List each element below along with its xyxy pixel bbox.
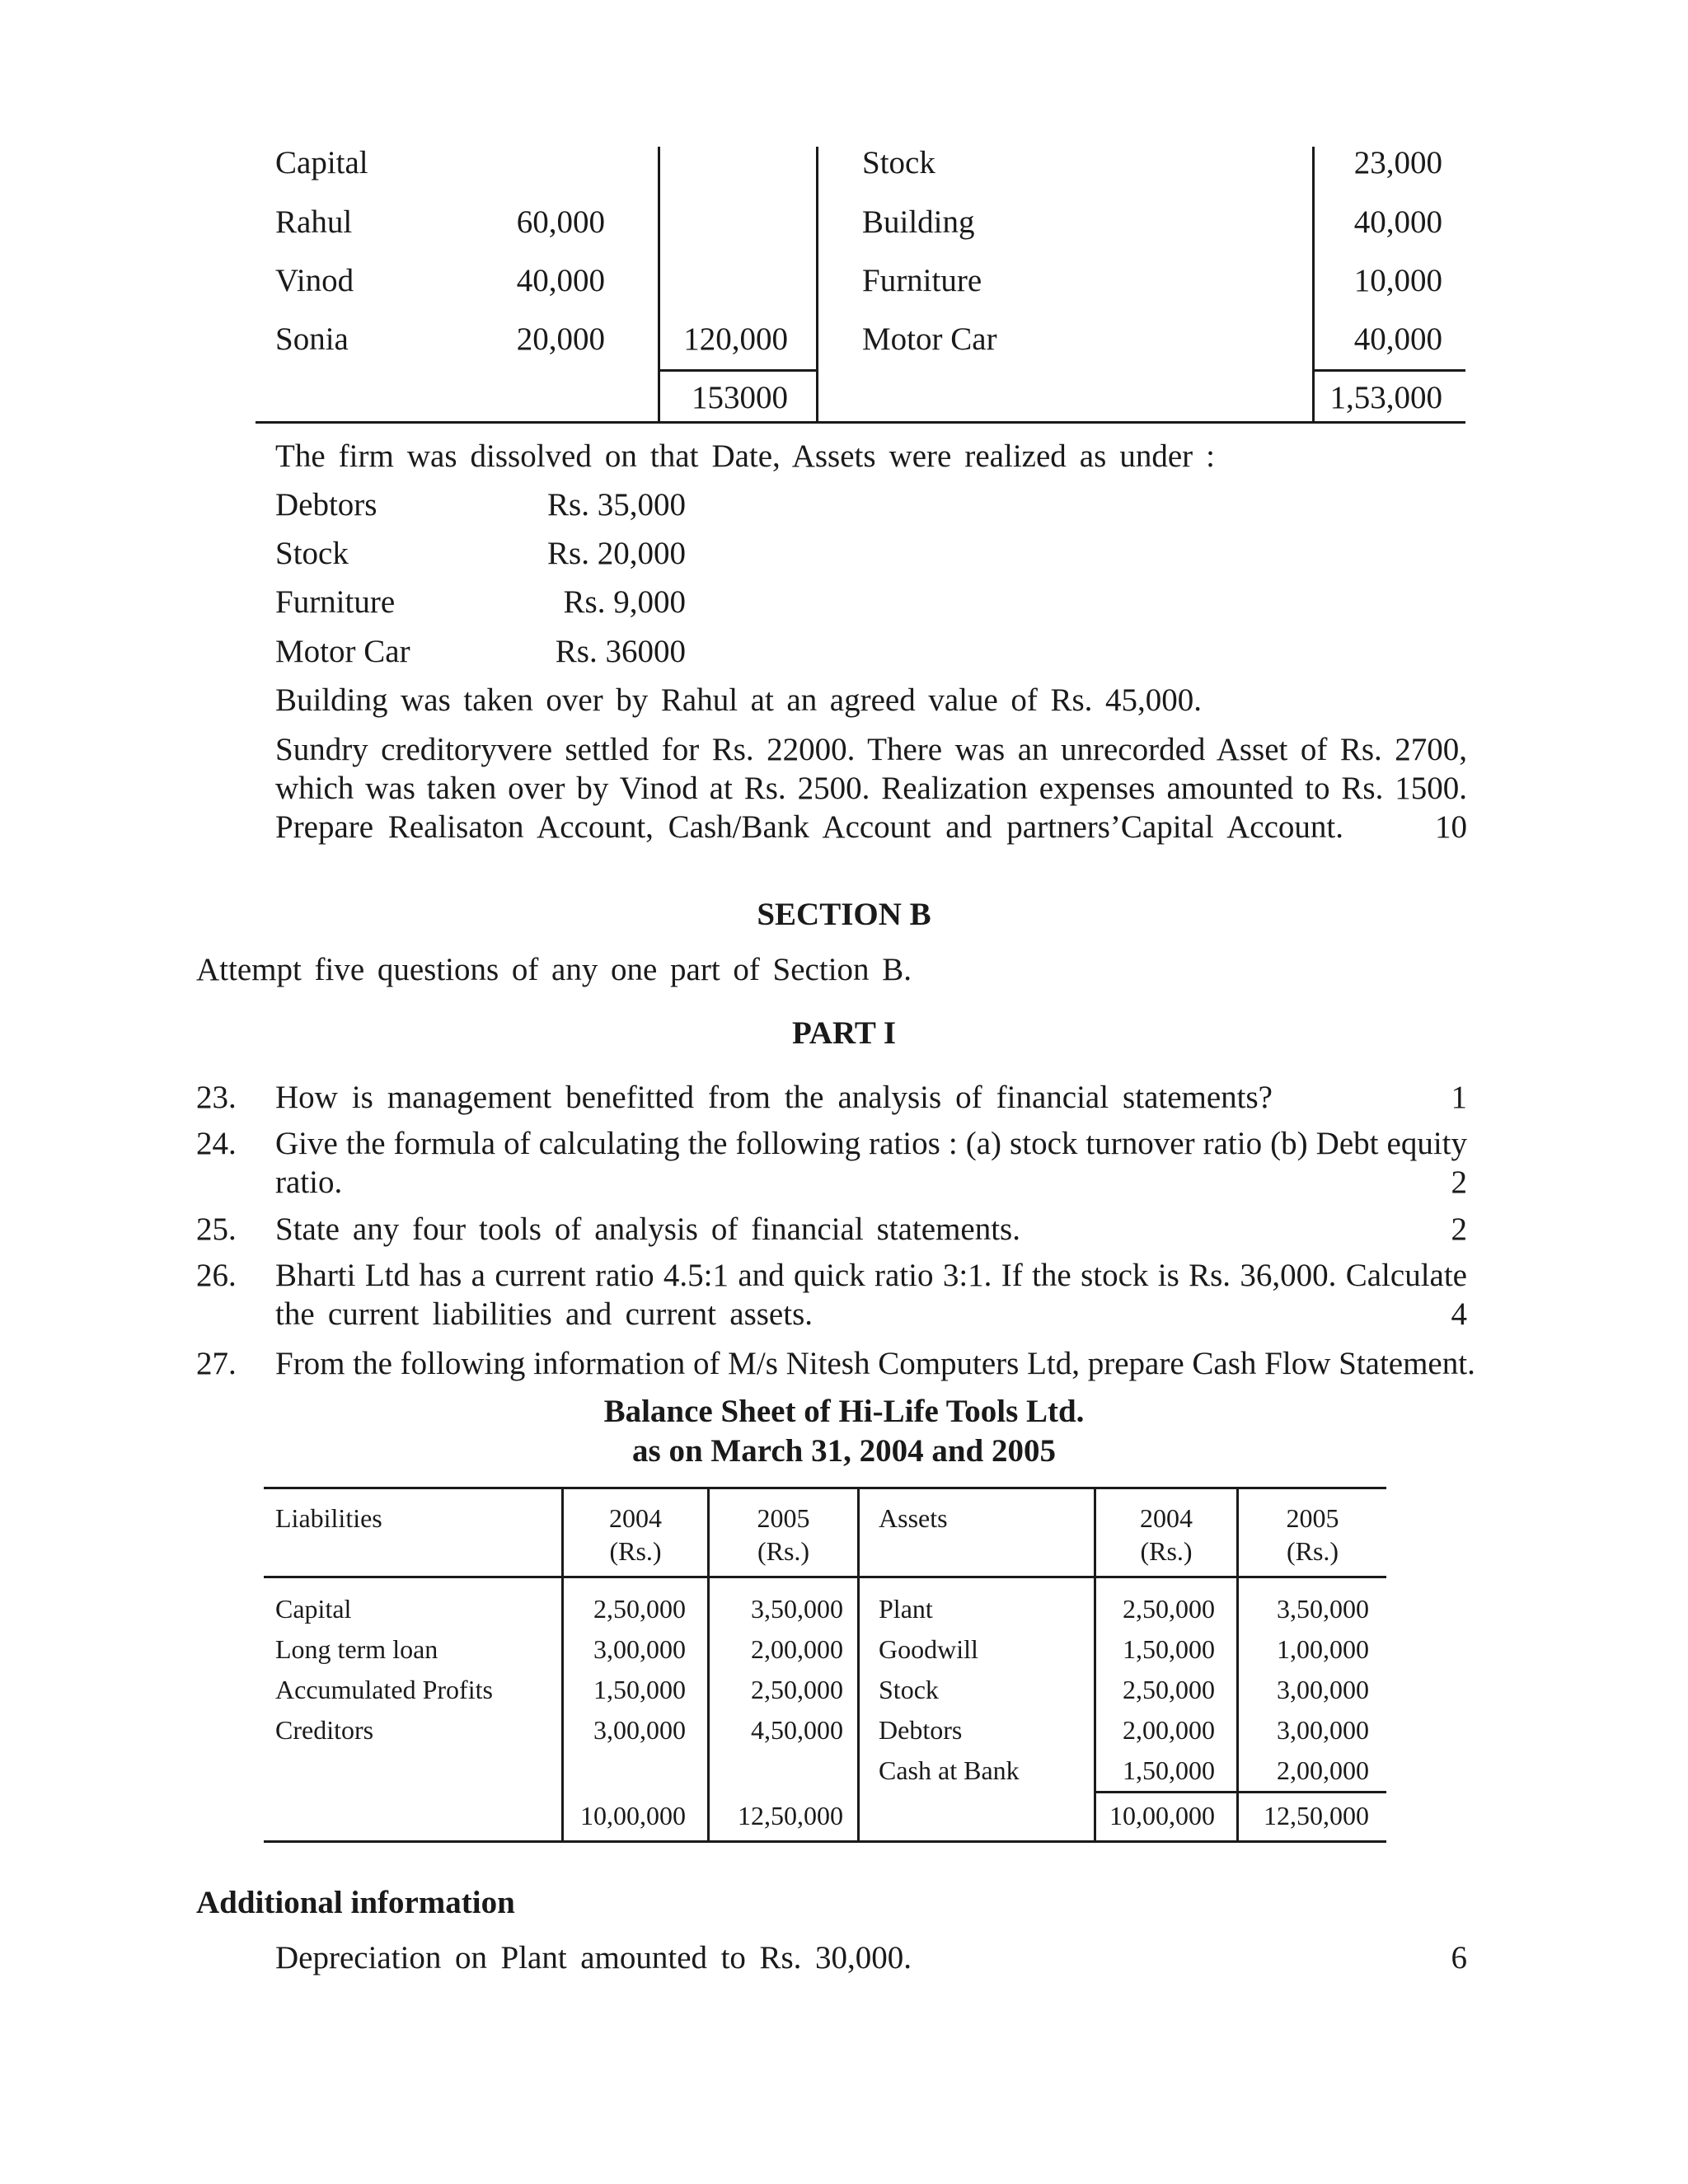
realized-value: Rs. 36000 <box>555 634 686 669</box>
marks: 4 <box>1451 1296 1467 1332</box>
right-grand-total: 1,53,000 <box>1329 380 1442 415</box>
liability-2005: 4,50,000 <box>751 1715 843 1745</box>
question-text: From the following information of M/s Nitesh Computers Ltd, prepare Cash Flow Statement. <box>275 1346 1475 1381</box>
additional-text: Depreciation on Plant amounted to Rs. 30,000. <box>275 1940 912 1975</box>
total-assets-2005: 12,50,000 <box>1264 1801 1369 1830</box>
table-cell-amount: 40,000 <box>516 263 605 298</box>
asset-name: Debtors <box>879 1715 963 1745</box>
table-cell-amount: 40,000 <box>1353 321 1442 357</box>
table-row-label: Capital <box>275 145 368 180</box>
table-cell-amount: 23,000 <box>1353 145 1442 180</box>
liability-2004: 3,00,000 <box>593 1634 686 1664</box>
subtotal-rule <box>1312 369 1465 372</box>
realized-asset: Motor Car <box>275 634 410 669</box>
table-row-label: Vinod <box>275 263 354 298</box>
table-divider <box>816 147 818 424</box>
table-cell-amount: 10,000 <box>1353 263 1442 298</box>
realized-asset: Stock <box>275 536 349 571</box>
header-year: 2004 <box>609 1503 662 1533</box>
marks: 2 <box>1451 1212 1467 1247</box>
table-cell-amount: 20,000 <box>516 321 605 357</box>
table-row-label: Furniture <box>862 263 982 298</box>
table-row-label: Sonia <box>275 321 349 357</box>
asset-2004: 1,50,000 <box>1123 1755 1215 1785</box>
question-text: ratio. <box>275 1165 343 1200</box>
table-row-label: Rahul <box>275 204 353 240</box>
liability-name: Creditors <box>275 1715 374 1745</box>
section-instruction: Attempt five questions of any one part of Section B. <box>196 952 912 987</box>
header-unit: (Rs.) <box>1140 1536 1193 1566</box>
table-row-label: Building <box>862 204 975 240</box>
marks: 2 <box>1451 1165 1467 1200</box>
section-heading: SECTION B <box>757 897 931 932</box>
question-number: 23. <box>196 1080 237 1115</box>
header-liabilities: Liabilities <box>275 1503 382 1533</box>
table-row-label: Stock <box>862 145 935 180</box>
total-liabilities-2005: 12,50,000 <box>738 1801 843 1830</box>
asset-2004: 2,50,000 <box>1123 1675 1215 1704</box>
header-year: 2005 <box>757 1503 810 1533</box>
marks: 6 <box>1451 1940 1467 1975</box>
table-divider <box>1312 147 1315 424</box>
liability-2005: 3,50,000 <box>751 1594 843 1624</box>
table-cell-amount: 60,000 <box>516 204 605 240</box>
header-unit: (Rs.) <box>757 1536 810 1566</box>
header-rule <box>264 1576 1386 1578</box>
header-assets: Assets <box>879 1503 948 1533</box>
left-grand-total: 153000 <box>692 380 788 415</box>
paragraph-line: which was taken over by Vinod at Rs. 2500. Realization expenses amounted to Rs. 1500. <box>275 771 1467 806</box>
asset-2004: 1,50,000 <box>1123 1634 1215 1664</box>
total-liabilities-2004: 10,00,000 <box>580 1801 686 1830</box>
asset-name: Goodwill <box>879 1634 978 1664</box>
paragraph-line: Sundry creditoryvere settled for Rs. 22000. There was an unrecorded Asset of Rs. 2700, <box>275 732 1467 767</box>
asset-2005: 3,00,000 <box>1277 1675 1369 1704</box>
marks: 1 <box>1451 1080 1467 1115</box>
liability-2004: 2,50,000 <box>593 1594 686 1624</box>
asset-2005: 3,00,000 <box>1277 1715 1369 1745</box>
header-unit: (Rs.) <box>1286 1536 1339 1566</box>
building-note: Building was taken over by Rahul at an agreed value of Rs. 45,000. <box>275 682 1202 718</box>
asset-name: Cash at Bank <box>879 1755 1020 1785</box>
liability-2004: 1,50,000 <box>593 1675 686 1704</box>
question-text: Bharti Ltd has a current ratio 4.5:1 and quick ratio 3:1. If the stock is Rs. 36,000. Calculate <box>275 1258 1467 1293</box>
question-text: State any four tools of analysis of financial statements. <box>275 1212 1020 1247</box>
table-cell-total: 120,000 <box>683 321 788 357</box>
realized-value: Rs. 20,000 <box>547 536 686 571</box>
question-number: 24. <box>196 1126 237 1161</box>
asset-2004: 2,50,000 <box>1123 1594 1215 1624</box>
asset-name: Stock <box>879 1675 939 1704</box>
realized-asset: Furniture <box>275 584 396 620</box>
column-divider <box>857 1487 860 1843</box>
realized-value: Rs. 9,000 <box>563 584 686 620</box>
subtotal-rule <box>1095 1791 1386 1793</box>
realized-value: Rs. 35,000 <box>547 487 686 523</box>
total-assets-2004: 10,00,000 <box>1109 1801 1215 1830</box>
dissolution-intro: The firm was dissolved on that Date, Assets were realized as under : <box>275 438 1215 474</box>
liability-name: Accumulated Profits <box>275 1675 493 1704</box>
table-row-label: Motor Car <box>862 321 997 357</box>
balance-sheet-subtitle: as on March 31, 2004 and 2005 <box>632 1433 1056 1469</box>
paragraph-line: Prepare Realisaton Account, Cash/Bank Account and partners’Capital Account. <box>275 809 1343 845</box>
table-bottom-rule <box>264 1840 1386 1843</box>
liability-2005: 2,00,000 <box>751 1634 843 1664</box>
subtotal-rule <box>658 369 818 372</box>
header-year: 2005 <box>1286 1503 1339 1533</box>
asset-2005: 3,50,000 <box>1277 1594 1369 1624</box>
liability-2005: 2,50,000 <box>751 1675 843 1704</box>
realized-asset: Debtors <box>275 487 377 523</box>
table-top-rule <box>264 1487 1386 1489</box>
question-number: 25. <box>196 1212 237 1247</box>
question-number: 26. <box>196 1258 237 1293</box>
question-text: Give the formula of calculating the following ratios : (a) stock turnover ratio (b) Debt equity <box>275 1126 1467 1161</box>
table-bottom-rule <box>256 421 1465 424</box>
question-text: the current liabilities and current assets. <box>275 1296 813 1332</box>
additional-heading: Additional information <box>196 1885 515 1920</box>
header-unit: (Rs.) <box>609 1536 662 1566</box>
question-number: 27. <box>196 1346 237 1381</box>
liability-name: Long term loan <box>275 1634 438 1664</box>
asset-2005: 1,00,000 <box>1277 1634 1369 1664</box>
liability-name: Capital <box>275 1594 352 1624</box>
asset-2004: 2,00,000 <box>1123 1715 1215 1745</box>
asset-2005: 2,00,000 <box>1277 1755 1369 1785</box>
asset-name: Plant <box>879 1594 933 1624</box>
question-text: How is management benefitted from the analysis of financial statements? <box>275 1080 1273 1115</box>
part-heading: PART I <box>791 1015 897 1051</box>
liability-2004: 3,00,000 <box>593 1715 686 1745</box>
balance-sheet-title: Balance Sheet of Hi-Life Tools Ltd. <box>603 1394 1085 1429</box>
header-year: 2004 <box>1140 1503 1193 1533</box>
table-cell-amount: 40,000 <box>1353 204 1442 240</box>
marks: 10 <box>1435 809 1467 845</box>
